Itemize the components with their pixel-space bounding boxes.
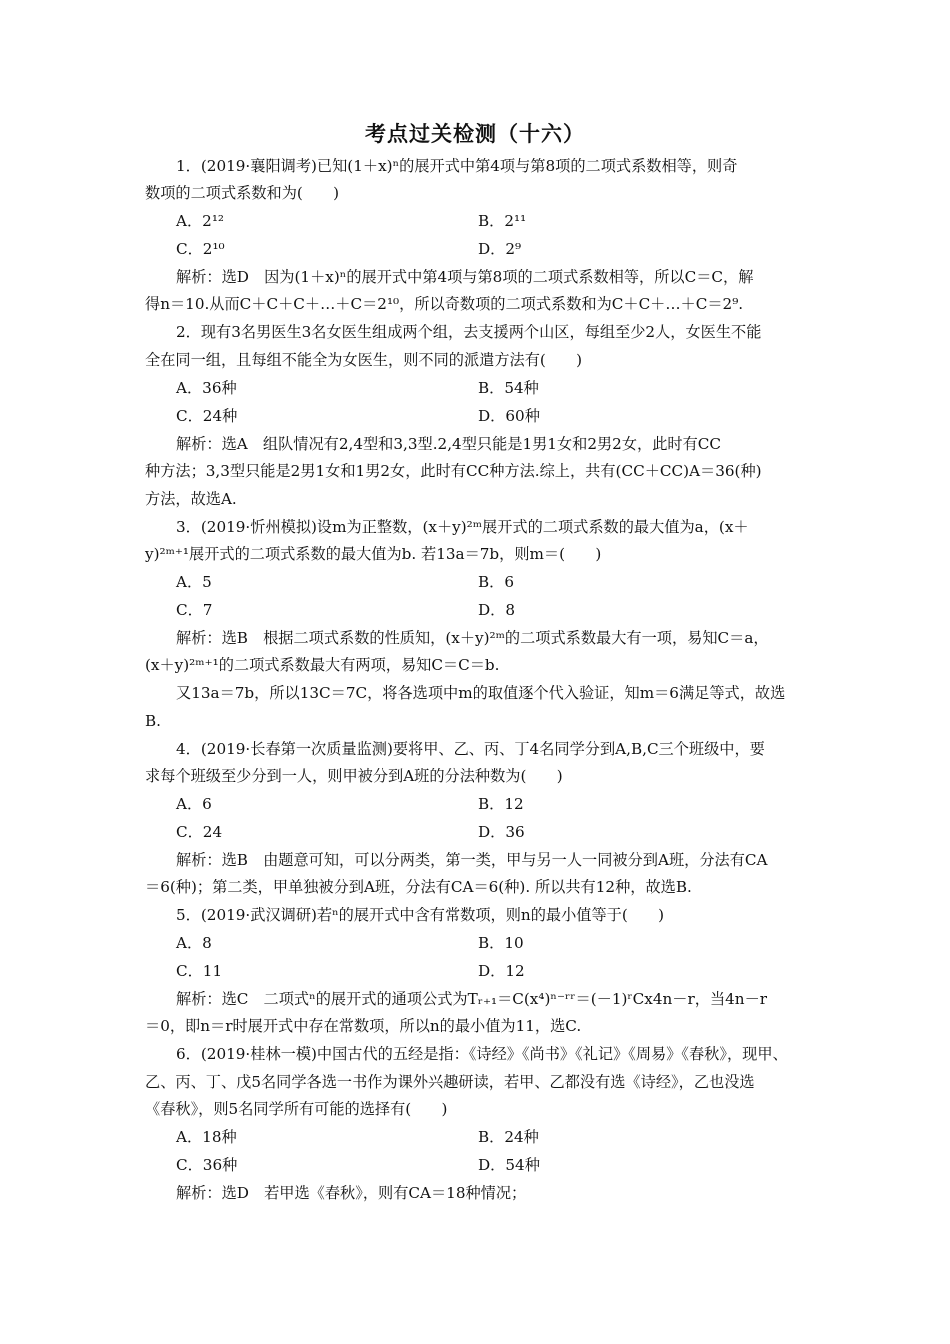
q6-stem-line3: 《春秋》，则5名同学所有可能的选择有( ) — [145, 1100, 448, 1118]
q2-solution-line1: 解析：选A 组队情况有2,4型和3,3型.2,4型只能是1男1女和2男2女，此时有CC — [176, 435, 722, 453]
q2-option-c: C．24种 — [176, 407, 238, 425]
q6-stem-line1: 6．(2019·桂林一模)中国古代的五经是指：《诗经》《尚书》《礼记》《周易》《春秋》，现甲、 — [176, 1045, 788, 1063]
q4-stem-line2: 求每个班级至少分到一人，则甲被分到A班的分法种数为( ) — [145, 767, 563, 785]
q6-option-d: D．54种 — [478, 1156, 540, 1174]
q3-option-c: C．7 — [176, 601, 213, 619]
q1-stem-line2: 数项的二项式系数和为( ) — [145, 184, 340, 202]
q2-stem-line1: 2．现有3名男医生3名女医生组成两个组，去支援两个山区，每组至少2人，女医生不能 — [176, 323, 762, 341]
q5-option-b: B．10 — [478, 934, 524, 952]
q1-option-b: B．2¹¹ — [478, 212, 527, 230]
q5-solution-line1: 解析：选C 二项式ⁿ的展开式的通项公式为Tᵣ₊₁＝C(x⁴)ⁿ⁻ʳʳ＝(－1)ʳCx4n－r，当4n－r — [176, 990, 768, 1008]
q4-option-b: B．12 — [478, 795, 524, 813]
q4-option-c: C．24 — [176, 823, 223, 841]
q1-solution-line1: 解析：选D 因为(1＋x)ⁿ的展开式中第4项与第8项的二项式系数相等，所以C＝C，解 — [176, 268, 754, 286]
q2-option-d: D．60种 — [478, 407, 540, 425]
q5-solution-line2: ＝0，即n＝r时展开式中存在常数项，所以n的最小值为11，选C. — [145, 1017, 582, 1035]
q1-stem-line1: 1．(2019·襄阳调考)已知(1＋x)ⁿ的展开式中第4项与第8项的二项式系数相等，则奇 — [176, 157, 738, 175]
q1-option-d: D．2⁹ — [478, 240, 522, 258]
q3-option-d: D．8 — [478, 601, 516, 619]
q5-option-d: D．12 — [478, 962, 525, 980]
q6-option-c: C．36种 — [176, 1156, 238, 1174]
q4-option-a: A．6 — [176, 795, 212, 813]
q3-solution-line2: (x＋y)²ᵐ⁺¹的二项式系数最大有两项，易知C＝C＝b. — [145, 656, 500, 674]
q1-option-a: A．2¹² — [176, 212, 224, 230]
q1-solution-line2: 得n＝10.从而C＋C＋C＋…＋C＝2¹⁰，所以奇数项的二项式系数和为C＋C＋…＋C＝2⁹. — [145, 295, 744, 313]
q2-solution-line2: 种方法；3,3型只能是2男1女和1男2女，此时有CC种方法.综上，共有(CC＋CC)A＝36(种) — [145, 462, 762, 480]
q4-solution-line2: ＝6(种)；第二类，甲单独被分到A班，分法有CA＝6(种). 所以共有12种，故选B. — [145, 878, 692, 896]
q5-option-c: C．11 — [176, 962, 223, 980]
q3-solution-line3: 又13a＝7b，所以13C＝7C，将各选项中m的取值逐个代入验证，知m＝6满足等式，故选 — [176, 684, 786, 702]
q4-stem-line1: 4．(2019·长春第一次质量监测)要将甲、乙、丙、丁4名同学分到A,B,C三个班级中，要 — [176, 740, 765, 758]
q3-stem-line2: y)²ᵐ⁺¹展开式的二项式系数的最大值为b. 若13a＝7b，则m＝( ) — [145, 545, 602, 563]
q2-stem-line2: 全在同一组，且每组不能全为女医生，则不同的派遣方法有( ) — [145, 351, 583, 369]
q2-solution-line3: 方法，故选A. — [145, 490, 237, 508]
q2-option-a: A．36种 — [176, 379, 237, 397]
page-title: 考点过关检测（十六） — [365, 122, 585, 146]
q5-stem-line1: 5．(2019·武汉调研)若ⁿ的展开式中含有常数项，则n的最小值等于( ) — [176, 906, 665, 924]
q5-option-a: A．8 — [176, 934, 212, 952]
q3-solution-line4: B. — [145, 712, 161, 730]
q4-option-d: D．36 — [478, 823, 525, 841]
q6-stem-line2: 乙、丙、丁、戊5名同学各选一书作为课外兴趣研读，若甲、乙都没有选《诗经》，乙也没选 — [145, 1073, 755, 1091]
q3-solution-line1: 解析：选B 根据二项式系数的性质知，(x＋y)²ᵐ的二项式系数最大有一项，易知C＝a， — [176, 629, 769, 647]
q2-option-b: B．54种 — [478, 379, 539, 397]
q3-option-a: A．5 — [176, 573, 212, 591]
q6-option-b: B．24种 — [478, 1128, 539, 1146]
q6-option-a: A．18种 — [176, 1128, 237, 1146]
q1-option-c: C．2¹⁰ — [176, 240, 225, 258]
q3-option-b: B．6 — [478, 573, 515, 591]
q4-solution-line1: 解析：选B 由题意可知，可以分两类，第一类，甲与另一人一同被分到A班，分法有CA — [176, 851, 768, 869]
q6-solution-line1: 解析：选D 若甲选《春秋》，则有CA＝18种情况； — [176, 1184, 527, 1202]
q3-stem-line1: 3．(2019·忻州模拟)设m为正整数，(x＋y)²ᵐ展开式的二项式系数的最大值为a，(x＋ — [176, 518, 749, 536]
